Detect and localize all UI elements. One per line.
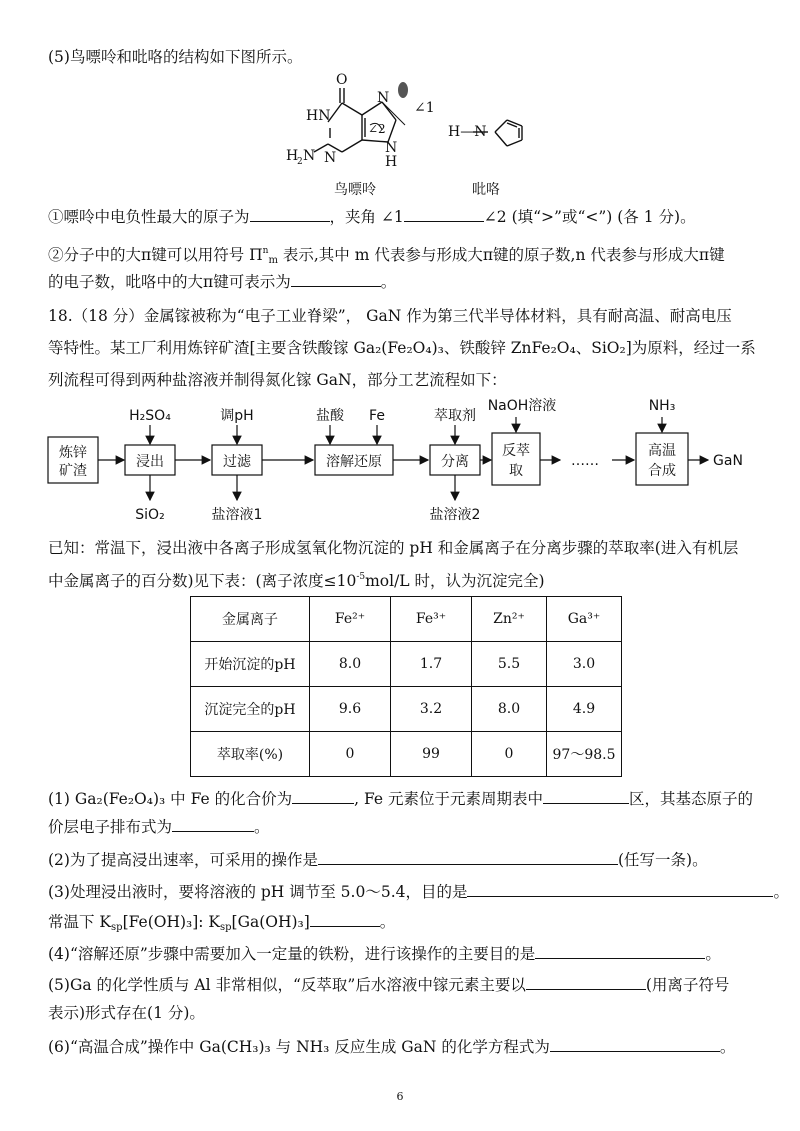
svg-text:∠2: ∠2 bbox=[368, 122, 386, 136]
svg-text:NH₃: NH₃ bbox=[648, 398, 676, 414]
q18-line2: 等特性。某工厂利用炼锌矿渣[主要含铁酸镓 Ga₂(Fe₂O₄)₃、铁酸锌 ZnFe₂O₄、SiO₂]为原料，经过一系 bbox=[48, 339, 756, 357]
guanine-pyrrole-structure bbox=[270, 70, 560, 200]
q6-line: (6)“高温合成”操作中 Ga(CH₃)₃ 与 NH₃ 反应生成 GaN 的化学方程式为 。 bbox=[48, 1035, 735, 1058]
guanine-bonds bbox=[314, 88, 522, 152]
svg-text:N: N bbox=[303, 148, 316, 164]
svg-text:盐酸: 盐酸 bbox=[316, 408, 344, 424]
svg-text:2: 2 bbox=[297, 157, 303, 167]
answer-blank[interactable] bbox=[318, 848, 618, 865]
answer-blank[interactable] bbox=[550, 1035, 720, 1052]
answer-blank[interactable] bbox=[467, 880, 773, 897]
svg-text:溶解还原: 溶解还原 bbox=[326, 454, 382, 470]
svg-text:∠1: ∠1 bbox=[414, 100, 435, 116]
svg-text:NaOH溶液: NaOH溶液 bbox=[487, 398, 557, 414]
page-number: 6 bbox=[396, 1090, 404, 1103]
svg-text:N: N bbox=[377, 90, 390, 106]
answer-blank[interactable] bbox=[310, 910, 380, 927]
q1-line1: (1) Ga₂(Fe₂O₄)₃ 中 Fe 的化合价为 , Fe 元素位于元素周期表中 区，其基态原子的 bbox=[48, 787, 753, 810]
svg-text:N: N bbox=[385, 140, 398, 156]
svg-text:浸出: 浸出 bbox=[136, 454, 164, 470]
svg-text:矿渣: 矿渣 bbox=[59, 463, 87, 479]
q5-line1: (5)Ga 的化学性质与 Al 非常相似，“反萃取”后水溶液中镓元素主要以 (用离子符号 bbox=[48, 973, 729, 996]
svg-text:合成: 合成 bbox=[648, 463, 676, 479]
svg-text:GaN: GaN bbox=[713, 453, 743, 469]
answer-blank[interactable] bbox=[292, 787, 354, 804]
q5-sub2-cont: 的电子数，吡咯中的大π键可表示为 。 bbox=[48, 270, 396, 293]
svg-text:H—N: H—N bbox=[448, 124, 487, 140]
process-flow-diagram bbox=[40, 395, 760, 530]
svg-text:HN: HN bbox=[306, 108, 331, 124]
answer-blank[interactable] bbox=[291, 270, 381, 287]
q3-line1: (3)处理浸出液时，要将溶液的 pH 调节至 5.0～5.4，目的是 。 bbox=[48, 880, 789, 903]
svg-text:萃取剂: 萃取剂 bbox=[434, 408, 476, 424]
q1-line2: 价层电子排布式为 。 bbox=[48, 815, 270, 838]
svg-text:过滤: 过滤 bbox=[223, 454, 251, 470]
svg-text:取: 取 bbox=[509, 463, 523, 479]
table-row: 萃取率(%) 0 99 0 97～98.5 bbox=[191, 732, 622, 777]
table-header-row: 金属离子 Fe²⁺ Fe³⁺ Zn²⁺ Ga³⁺ bbox=[191, 597, 622, 642]
answer-blank[interactable] bbox=[250, 205, 330, 222]
q2-line: (2)为了提高浸出速率，可采用的操作是 (任写一条)。 bbox=[48, 848, 708, 871]
q4-line: (4)“溶解还原”步骤中需要加入一定量的铁粉，进行该操作的主要目的是 。 bbox=[48, 942, 721, 965]
svg-text:高温: 高温 bbox=[648, 443, 676, 459]
table-row: 沉淀完全的pH 9.6 3.2 8.0 4.9 bbox=[191, 687, 622, 732]
q18-line3: 列流程可得到两种盐溶液并制得氮化镓 GaN，部分工艺流程如下： bbox=[48, 371, 507, 389]
q5-sub1: ①嘌呤中电负性最大的原子为 ，夹角 ∠1 ∠2 (填“>”或“<”) (各 1 分)。 bbox=[48, 205, 696, 228]
answer-blank[interactable] bbox=[543, 787, 629, 804]
lone-pair-icon bbox=[398, 82, 408, 98]
svg-text:H₂SO₄: H₂SO₄ bbox=[129, 408, 171, 424]
q3-line2: 常温下 $K_{sp}[Fe(OH)_3]$: $K_{sp}[Ga(OH)_3]$ 。 bbox=[48, 910, 395, 939]
svg-text:O: O bbox=[336, 72, 348, 88]
answer-blank[interactable] bbox=[404, 205, 484, 222]
svg-text:盐溶液2: 盐溶液2 bbox=[429, 507, 481, 523]
q5-sub2: ②分子中的大π键可以用符号 $\Pi^n_m$ 表示,其中 m 代表参与形成大π键的原子数,n 代表参与形成大π键 bbox=[48, 246, 725, 266]
data-table bbox=[190, 596, 622, 777]
known-line2: 中金属离子的百分数)见下表：(离子浓度$\le 10^{-5}mol/L$ 时，认为沉淀完全) bbox=[48, 572, 545, 590]
svg-text:调pH: 调pH bbox=[220, 408, 254, 424]
q5-intro: (5)鸟嘌呤和吡咯的结构如下图所示。 bbox=[48, 48, 303, 66]
svg-text:炼锌: 炼锌 bbox=[59, 445, 87, 461]
svg-text:鸟嘌呤: 鸟嘌呤 bbox=[334, 182, 376, 198]
svg-text:反萃: 反萃 bbox=[502, 443, 530, 459]
answer-blank[interactable] bbox=[535, 942, 705, 959]
svg-text:Fe: Fe bbox=[369, 408, 385, 424]
known-line1: 已知：常温下，浸出液中各离子形成氢氧化物沉淀的 pH 和金属离子在分离步骤的萃取率(进入有机层 bbox=[48, 539, 739, 557]
answer-blank[interactable] bbox=[172, 815, 254, 832]
svg-text:分离: 分离 bbox=[441, 454, 469, 470]
q18-line1: 18.（18 分）金属镓被称为“电子工业脊梁”， GaN 作为第三代半导体材料，具有耐高温、耐高电压 bbox=[48, 307, 732, 325]
svg-text:H: H bbox=[286, 148, 299, 164]
svg-text:……: …… bbox=[571, 453, 599, 469]
svg-text:盐溶液1: 盐溶液1 bbox=[211, 507, 263, 523]
svg-text:N: N bbox=[324, 150, 337, 166]
svg-text:吡咯: 吡咯 bbox=[472, 182, 500, 198]
svg-text:SiO₂: SiO₂ bbox=[135, 507, 165, 523]
q5-line2: 表示)形式存在(1 分)。 bbox=[48, 1004, 205, 1022]
table-row: 开始沉淀的pH 8.0 1.7 5.5 3.0 bbox=[191, 642, 622, 687]
answer-blank[interactable] bbox=[526, 973, 646, 990]
svg-text:H: H bbox=[385, 154, 398, 170]
